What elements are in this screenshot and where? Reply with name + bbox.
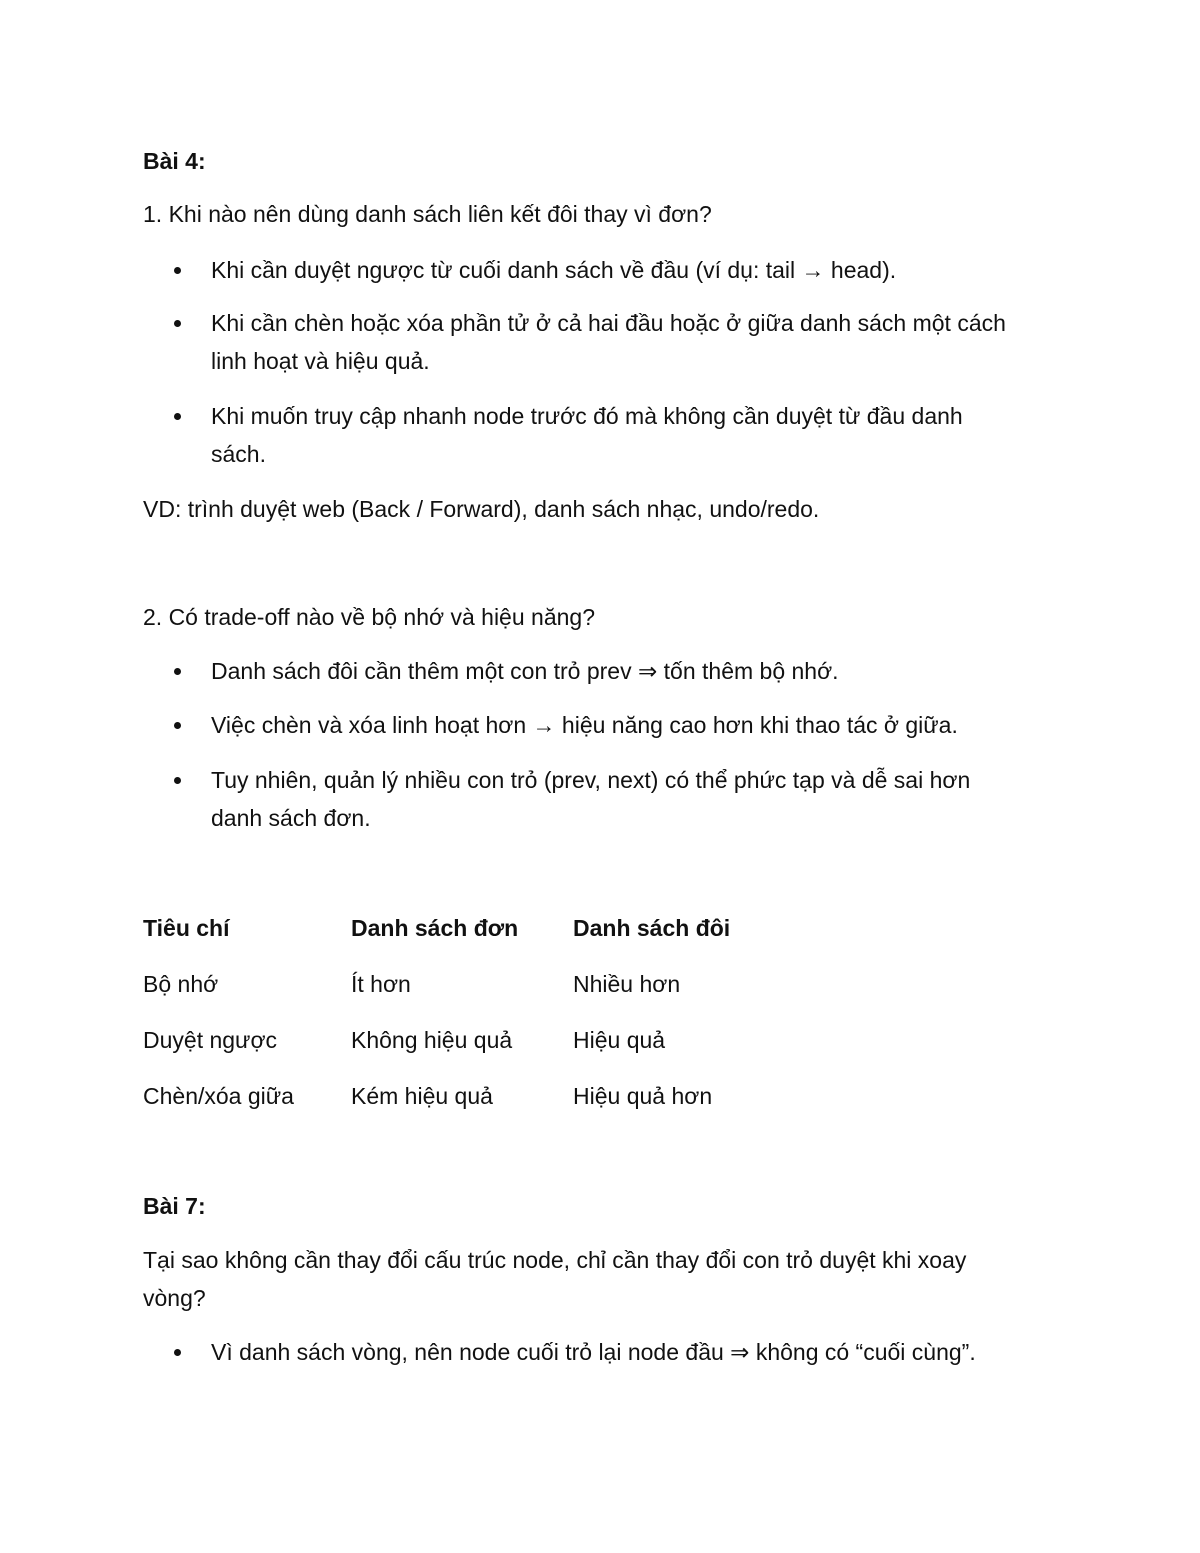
table-cell: Nhiều hơn: [573, 971, 681, 997]
table-cell: Hiệu quả: [573, 1027, 666, 1053]
table-header-cell: Danh sách đôi: [573, 915, 731, 941]
bai7-question-line-2: vòng?: [143, 1285, 206, 1311]
bai7-bullet-1: Vì danh sách vòng, nên node cuối trỏ lại node đầu ⇒ không có “cuối cùng”.: [211, 1339, 976, 1365]
bullet-dot: [174, 401, 186, 431]
q2-bullet-3-line-2: danh sách đơn.: [211, 805, 371, 831]
bai7-heading: Bài 7:: [143, 1193, 206, 1219]
q2-bullet-3-line-1: Tuy nhiên, quản lý nhiều con trỏ (prev, next) có thể phức tạp và dễ sai hơn: [211, 767, 971, 793]
q2-question: 2. Có trade-off nào về bộ nhớ và hiệu năng?: [143, 604, 595, 630]
bullet-dot: [174, 1337, 186, 1367]
q1-bullet-3-line-2: sách.: [211, 441, 266, 467]
table-cell: Chèn/xóa giữa: [143, 1083, 294, 1109]
q1-bullet-1: Khi cần duyệt ngược từ cuối danh sách về đầu (ví dụ: tail → head).: [211, 257, 897, 283]
table-cell: Duyệt ngược: [143, 1027, 278, 1053]
table-header-cell: Danh sách đơn: [351, 915, 519, 941]
bullet-dot: [174, 710, 186, 740]
bullet-dot: [174, 255, 186, 285]
q2-bullet-2: Việc chèn và xóa linh hoạt hơn → hiệu năng cao hơn khi thao tác ở giữa.: [211, 712, 958, 738]
table-cell: Hiệu quả hơn: [573, 1083, 713, 1109]
q1-question: 1. Khi nào nên dùng danh sách liên kết đôi thay vì đơn?: [143, 201, 712, 227]
q1-example: VD: trình duyệt web (Back / Forward), danh sách nhạc, undo/redo.: [143, 496, 820, 522]
table-cell: Không hiệu quả: [351, 1027, 513, 1053]
q1-bullet-3-line-1: Khi muốn truy cập nhanh node trước đó mà không cần duyệt từ đầu danh: [211, 403, 963, 429]
table-header-cell: Tiêu chí: [143, 915, 230, 941]
table-cell: Kém hiệu quả: [351, 1083, 493, 1109]
bai7-question-line-1: Tại sao không cần thay đổi cấu trúc node, chỉ cần thay đổi con trỏ duyệt khi xoay: [143, 1247, 967, 1273]
bullet-dot: [174, 656, 186, 686]
q1-bullet-2-line-1: Khi cần chèn hoặc xóa phần tử ở cả hai đầu hoặc ở giữa danh sách một cách: [211, 310, 1006, 336]
table-cell: Bộ nhớ: [143, 971, 219, 997]
q1-bullet-2-line-2: linh hoạt và hiệu quả.: [211, 348, 430, 374]
bullet-dot: [174, 308, 186, 338]
table-cell: Ít hơn: [351, 971, 411, 997]
bullet-dot: [174, 765, 186, 795]
q2-bullet-1: Danh sách đôi cần thêm một con trỏ prev ⇒ tốn thêm bộ nhớ.: [211, 658, 839, 684]
bai4-heading: Bài 4:: [143, 148, 206, 174]
